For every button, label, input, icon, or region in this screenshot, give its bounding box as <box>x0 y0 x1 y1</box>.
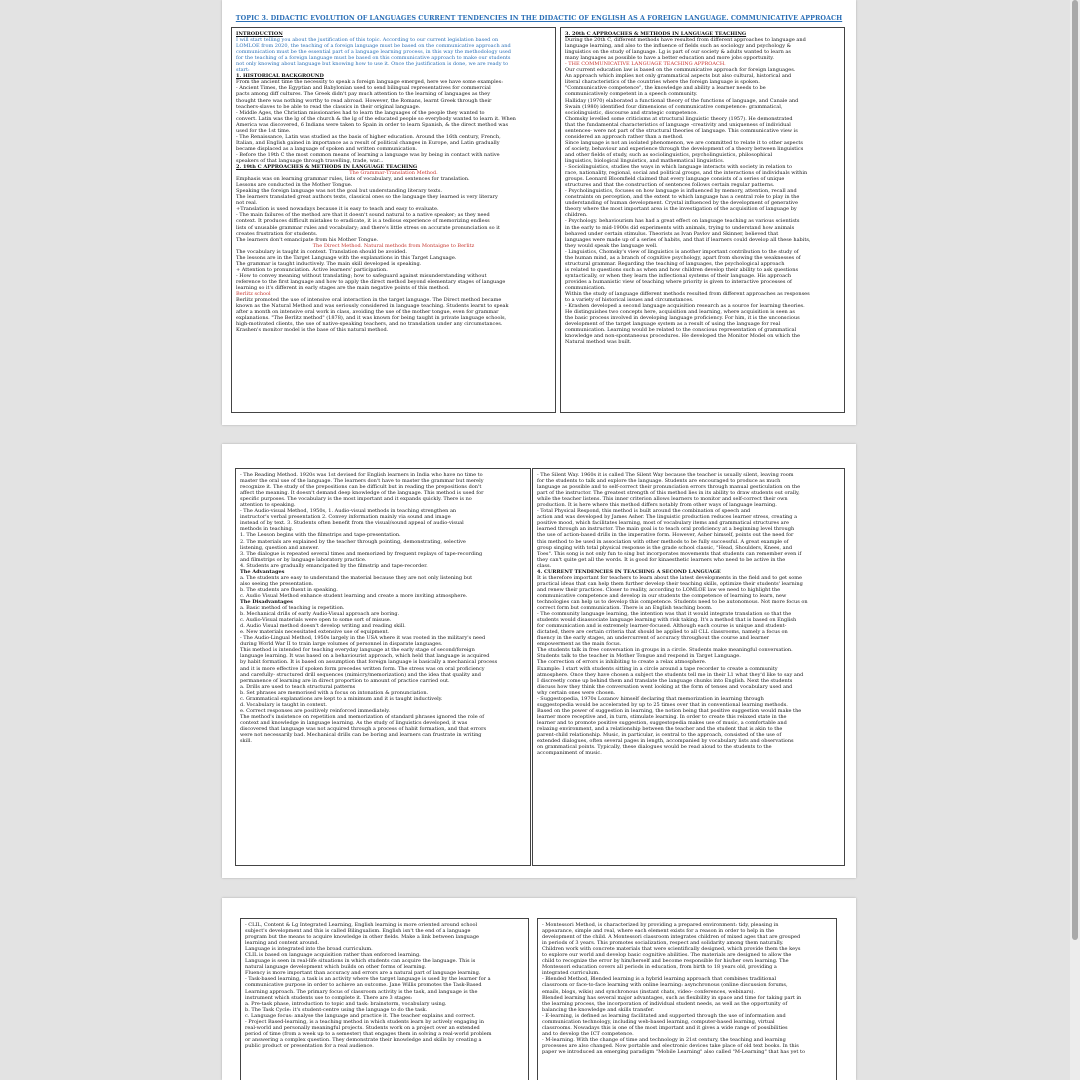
text-line: CLIL is based on language acquisition rather than enforced learning. <box>245 952 421 959</box>
text-line: Berlitz school <box>236 291 271 298</box>
text-line: part of the instructor. The greatest strength of this method lies in its ability to draw students out orally, <box>537 490 800 497</box>
text-line: 3. 20th C APPROACHES & METHODS IN LANGUAGE TEACHING <box>565 31 747 37</box>
text-line: + Attention to pronunciation. Active learners' participation. <box>236 266 388 273</box>
text-line: context. It produces difficult mistakes to eradicate, it is a tedious experience of memorizing endless <box>236 218 490 225</box>
text-line: He distinguishes two concepts here, acquisition and learning, where acquisition is seen as <box>565 309 795 316</box>
text-line: communication. <box>565 284 606 291</box>
text-line: Our current education law is based on the communicative approach for foreign languages. <box>565 67 796 74</box>
text-line: - Krashen developed a second language acquisition research as a source for learning theories. <box>565 303 805 310</box>
text-line: America was discovered, 6 Indians were taken to Spain in order to learn Spanish, & the direct method was <box>236 121 509 128</box>
text-line: I will start telling you about the justification of this topic. According to our current legislation based on <box>236 37 499 44</box>
text-line: communication must be the essential part of a language learning process, in this way the methodology used <box>236 49 511 56</box>
text-line: theory where the most important area is the investigation of the acquisition of language by <box>565 206 797 213</box>
text-line: production. It is here where this method differs notably from other ways of language learning. <box>537 502 777 509</box>
text-line: groups. Leonard Bloomfield claimed that every language consists of a series of unique <box>565 176 785 183</box>
text-line: The Direct Method. Natural methods from Montaigne to Berlitz <box>312 242 475 249</box>
text-line: Krashen's monitor model is the base of this natural method. <box>236 327 389 334</box>
text-line: speakers of that language through travelling, trade, war... <box>236 157 384 164</box>
text-line: language learning. It was based on a behaviourist approach, which held that language is acquired <box>240 653 490 660</box>
text-line: they would speak the language well. <box>565 242 658 249</box>
text-line: sentences- were not part of the structural theories of language. This communicative view is <box>565 127 798 134</box>
text-line: sociolinguistic, discourse and strategic competence. <box>565 109 698 116</box>
text-line: communicative competence and develop in our students the competence of learning to learn, new <box>537 592 787 599</box>
text-line: - Montessori Method, is characterized by providing a prepared environment: tidy, pleasing in <box>542 922 779 928</box>
text-line: during World War II to train large volumes of personnel in disparate languages. <box>240 641 443 648</box>
text-line: in periods of 3 years. This promotes socialization, respect and solidarity among them naturally. <box>542 940 784 947</box>
right-column <box>532 468 845 866</box>
text-line: This method is intended for teaching everyday language at the early stage of second/foreign <box>240 647 475 654</box>
text-line: extended dialogues, often several pages in length, accompanied by vocabulary lists and observations <box>537 738 794 745</box>
text-line: - The Audio-Lingual Method, 1950s largely in the USA where it was rooted in the military's need <box>240 635 486 642</box>
text-line: on grammatical points. Typically, these dialogues would be read aloud to the students to the <box>537 744 772 751</box>
text-line: - Blended Method, Blended learning is a hybrid learning approach that combines traditional <box>542 976 777 983</box>
text-line: During the 20th C, different methods have resulted from different approaches to language and <box>565 37 806 44</box>
text-line: Based on the power of suggestion in learning, the notion being that positive suggestion would make the <box>537 707 802 714</box>
text-line: class. <box>537 562 552 569</box>
text-line: public product or presentation for a real audience. <box>245 1042 374 1049</box>
text-line: c. Grammatical explanations are kept to a minimum and it is taught inductively. <box>240 695 443 702</box>
text-line: Fluency is more important than accuracy and errors are a natural part of language learning. <box>245 970 481 977</box>
text-line: classroom or face-to-face learning with online learning: asynchronous (online discussion forums, <box>542 982 788 989</box>
text-line: - Psycholinguistics, focuses on how language is influenced by memory, attention, recall and <box>565 188 797 195</box>
text-line: Language is integrated into the broad curriculum. <box>245 946 373 953</box>
text-line: - The Audio-visual Method, 1950s, 1. Audio-visual methods in teaching strengthen an <box>240 508 457 515</box>
text-line: methods in teaching. <box>240 526 294 533</box>
text-line: languages were made up of a series of habits, and that if learners could develop all these habits, <box>565 236 811 243</box>
text-line: The Disadvantages <box>240 598 293 605</box>
text-line: b. Mechanical drills of early Audio-Visual approach are boring. <box>240 611 400 618</box>
text-line: Toes". This song is not only fun to sing but incorporates movements that students can remember even if <box>537 550 802 557</box>
text-line: - Middle Ages, the Christian missionaries had to learn the languages of the people they wanted to <box>236 109 485 116</box>
text-line: atmosphere. Once they have chosen a subject the students tell me in their L1 what they'd like to say and <box>537 671 804 678</box>
text-line: emails, blogs, wikis) and synchronous (instant chats, video- conferences, webinars). <box>542 988 756 995</box>
text-line: constraints on perception, and the extent to which language has a central role to play in the <box>565 194 800 201</box>
text-line: of society, behaviour and experience through the development of a theory between linguistics <box>565 145 804 152</box>
text-line: suggestopedia would be accelerated by up to 25 times over that in conventional learning methods. <box>537 701 788 708</box>
document-page-3 <box>222 898 856 1080</box>
text-line: used for the 1st time. <box>236 127 291 134</box>
page-title: TOPIC 3. DIDACTIC EVOLUTION OF LANGUAGES CURRENT TENDENCIES IN THE DIDACTIC OF ENGLISH AS A FOREIGN LANGUAGE. COMMUNICATIVE APPROACH <box>235 14 843 22</box>
text-line: - E-learning, is defined as learning facilitated and supported through the use of information and <box>542 1012 786 1019</box>
text-line: language as possible and to self-correct their pronunciation errors through manual gesticulation on the <box>537 484 801 491</box>
text-line: and filmstrips or by language laboratory practice. <box>240 556 367 563</box>
text-line: action and was developed by James Asher. The linguistic production reduces learner stress, creating a <box>537 514 798 521</box>
text-line: while the teacher listens. This inner criterion allows learners to monitor and self-correct their own <box>537 496 788 503</box>
text-line: to a variety of historical issues and circumstances. <box>565 297 694 304</box>
text-line: paper we introduced an emerging paradigm "Mobile Learning" also called "M-Learning" that has yet to <box>542 1048 805 1055</box>
text-line: creates frustration for students. <box>236 230 318 237</box>
text-line: structures and that the construction of sentences follows certain regular patterns. <box>565 182 775 189</box>
text-line: pacts among diff cultures. The Greek didn't pay much attention to the learning of languages as they <box>236 91 491 98</box>
text-line: learning so it's different in early stages are the main negative points of this method. <box>236 284 450 291</box>
text-line: in the early to mid-1900s did experiments with animals, trying to understand how animals <box>565 224 795 231</box>
text-line: 2. 19th C APPROACHES & METHODS IN LANGUAGE TEACHING <box>236 164 418 171</box>
text-line: c. Audio Visual Method enhance student learning and create a more inviting atmosphere. <box>240 592 468 599</box>
text-line: also seeing the presentation. <box>240 580 314 587</box>
text-line: Halliday (1970) elaborated a functional theory of the functions of language, and Canale and <box>565 97 799 104</box>
text-line: Italian, and English gained in importance as a result of political changes in Europe, and Latin gradually <box>236 139 500 146</box>
text-line: many languages as possible to have a better education and more jobs opportunity. <box>565 55 774 62</box>
text-line: this method to be used in association with other methods to be fully successful. A great example of <box>537 538 789 545</box>
text-line: 3. The dialogue is repeated several times and memorized by frequent replays of tape-recording <box>240 550 483 557</box>
text-line: 1. The Lesson begins with the filmstrips and tape-presentation. <box>240 532 401 539</box>
text-line: group singing with total physical response is the grade school classic, "Head, Shoulders, Knees, and <box>537 544 793 551</box>
text-line: knowledge and non-spontaneous procedures. He developed the Monitor Model on which the <box>565 333 800 340</box>
text-line: Learning approach. The primary focus of classroom activity is the task, and language is the <box>245 988 478 995</box>
text-line: communicative purpose in order to achieve an outcome. Jane Willis promotes the Task-Based <box>245 982 482 989</box>
text-line: communication. Learning would be related to the conscious representation of grammatical <box>565 327 797 334</box>
text-line: program but the means to acquire knowledge in other fields. Make a link between language <box>245 934 480 941</box>
text-line: - How to convey meaning without translating; how to safeguard against misunderstanding without <box>236 272 487 279</box>
text-line: attention to speaking. <box>240 502 296 509</box>
text-line: specific purposes. The vocabulary is the most important and it expands quickly. There is no <box>240 496 472 503</box>
text-line: learning and content around. <box>245 940 320 947</box>
text-line: - Total Physical Respond, this method is built around the combination of speech and <box>537 508 751 515</box>
text-line: d. Audio Visual method doesn't develop writing and reading skill. <box>240 623 406 630</box>
text-line: b. Set phrases are memorised with a focus on intonation & pronunciation. <box>240 689 429 696</box>
text-line: - The main failures of the method are that it doesn't sound natural to a native speaker; as they need <box>236 212 490 219</box>
text-line: and it is more effective if spoken form precedes written form. The stress was on oral proficiency <box>240 665 485 672</box>
text-line: development of the child. A Montessori classroom integrates children of mixed ages that are grouped <box>542 934 801 941</box>
text-line: instrument which students use to complete it. There are 3 stages: <box>245 994 413 1001</box>
text-line: syntactically, or when they learn the inflectional systems of their language. His approach <box>565 272 792 279</box>
text-line: - M-learning. With the change of time and technology in 21st century, the teaching and learning <box>542 1036 786 1043</box>
text-line: listening, question and answer. <box>240 544 319 551</box>
text-line: communicatively competent in a speech community. <box>565 91 698 98</box>
text-line: students would disassociate language learning with risk taking. It's a method that is based on English <box>537 617 797 624</box>
text-line: convert. Latin was the lg of the church & the lg of the educated people so everybody wanted to learn it. When <box>236 115 516 122</box>
text-line: It is therefore important for teachers to learn about the latest developments in the field and to get some <box>537 574 802 581</box>
text-line: master the oral use of the language. The learners don't have to master the grammar but merely <box>240 478 484 485</box>
text-line: instead of by text. 3. Students often benefit from the visual/sound appeal of audio-visual <box>240 520 464 527</box>
text-line: why certain ones were chosen. <box>537 689 616 696</box>
text-line: - Sociolinguistics, studies the ways in which language interacts with society in relation to <box>565 164 793 171</box>
text-line: b. The Task Cycle: it's student-centre using the language to do the task. <box>245 1006 428 1013</box>
text-line: for the students to talk and explore the language. Students are encouraged to produce as much <box>537 478 781 485</box>
text-line: - Ancient Times, the Egyptian and Babylonian used to send bilingual representatives for commercial <box>236 85 491 92</box>
text-line: - CLIL, Content & Lg Integrated Learning, English learning is more oriented around school <box>245 922 478 928</box>
text-line: The method's insistence on repetition and memorization of standard phrases ignored the role of <box>240 713 485 720</box>
left-column <box>235 468 531 866</box>
text-line: correct form but communication. There is an English teaching boom. <box>537 605 713 612</box>
text-line: a. Drills are used to teach structural patterns <box>240 683 356 690</box>
text-line: they can't quite get all the words. It is good for kinaesthetic learners who need to be active in the <box>537 556 786 563</box>
text-line: d. Vocabulary is taught in context. <box>240 701 327 708</box>
text-line: structural grammar. Regarding the teaching of languages, the psychological approach <box>565 260 785 267</box>
left-column <box>240 918 529 1080</box>
text-line: Berlitz promoted the use of intensive oral interaction in the target language. The Direct method became <box>236 297 502 304</box>
text-line: by habit formation. It is based on assumption that foreign language is basically a mechanical process <box>240 659 498 666</box>
text-line: relaxing environment, and a relationship between the teacher and the student that is akin to the <box>537 725 783 732</box>
text-line: communication technology, including web-based learning, computer-based learning, virtual <box>542 1018 775 1025</box>
text-line: discovered that language was not acquired through a process of habit formation, and that errors <box>240 725 487 732</box>
document-page-1 <box>222 0 856 425</box>
text-line: for the teaching of a foreign language must be based on this communicative approach to make our students <box>236 55 511 62</box>
text-line: empowerment as the main focus. <box>537 641 622 648</box>
text-line: 4. CURRENT TENDENCIES IN TEACHING A SECOND LANGUAGE <box>537 568 721 575</box>
text-line: subject's development and this is called Bilingualism. English isn't the end of a language <box>245 928 471 935</box>
text-line: e. Correct responses are positively reinforced immediately. <box>240 707 390 714</box>
text-line: Language is seen in real-life situations in which students can acquire the language. This is <box>245 958 476 965</box>
text-line: I discreetly come up behind them and translate the language chunks into English. Next the students <box>537 677 793 684</box>
text-line: "Communicative competence", the knowledge and ability a learner needs to be <box>565 85 766 92</box>
text-line: - Psychology. behaviourism has had a great effect on language teaching as various scientists <box>565 218 800 225</box>
text-line: real-world and personally meaningful projects. Students work on a project over an extended <box>245 1024 480 1031</box>
text-line: Within the study of language different methods resulted from different approaches as responses <box>565 291 810 298</box>
text-line: Example: I start with students sitting in a circle around a tape recorder to create a community <box>537 665 778 672</box>
text-line: - The Silent Way. 1960s it is called The Silent Way because the teacher is usually silent, leaving room <box>537 472 794 478</box>
text-line: The correction of errors is inhibiting to create a relax atmosphere. <box>537 659 707 666</box>
text-line: recognize it. The study of the prepositions can be difficult but in reading the prepositions don't <box>240 484 482 491</box>
text-line: permanence of learning are in direct proportion to amount of practice carried out. <box>240 677 450 684</box>
text-line: a. The students are easy to understand the material because they are not only listening but <box>240 574 473 581</box>
text-line: +Translation is used nowadays because it is easy to teach and easy to evaluate. <box>236 206 439 213</box>
left-column <box>231 27 556 413</box>
text-line: and carefully- structured drill sequences (mimicry/memorization) and the idea that quality and <box>240 671 481 678</box>
text-line: An approach which implies not only grammatical aspects but also cultural, historical and <box>565 73 792 80</box>
text-line: 1. HISTORICAL BACKGROUND <box>236 73 324 80</box>
text-line: not real. <box>236 200 258 207</box>
text-line: child to recognize the error by him/herself and become responsible for his/her own learning. The <box>542 958 789 965</box>
text-line: practical ideas that can help them further develop their teaching skills, optimize their students' learning <box>537 580 803 587</box>
text-line: the use of action-based drills in the imperative form. However, Asher himself, points out the need for <box>537 532 794 539</box>
right-column <box>537 918 837 1080</box>
text-line: 2. The materials are explained by the teacher through pointing, demonstrating, selective <box>240 538 466 545</box>
text-line: literal characteristics of the countries where the foreign language is spoken. <box>565 79 760 86</box>
text-line: Children work with concrete materials that were scientifically designed, which provide them the keys <box>542 946 801 953</box>
text-line: Natural method was built. <box>565 339 632 346</box>
text-line: learner and to promote positive suggestion, suggestopedia makes use of music, a comfortable and <box>537 719 787 726</box>
text-line: development of the target language system as a result of using the language for real <box>565 321 781 328</box>
text-line: teachers-slaves to be able to read the classics in their original language. <box>236 103 421 110</box>
text-line: Emphasis was on learning grammar rules, lists of vocabulary, and sentences for translation. <box>236 176 470 183</box>
text-line: a. Pre-task phase, introduction to topic and task: brainstorm, vocabulary using. <box>245 1000 447 1007</box>
text-line: - Suggestopedia, 1970s Lozanov himself declaring that memorization in learning through <box>537 695 764 702</box>
text-line: Blended learning has several major advantages, such as flexibility in space and time for taking part in <box>542 994 802 1001</box>
vertical-scrollbar[interactable] <box>1070 0 1080 1080</box>
text-line: skill. <box>240 738 252 745</box>
text-line: accompaniment of music. <box>537 750 602 757</box>
text-line: Students talk to the teacher in Mother Tongue and respond in Target Language. <box>537 653 741 660</box>
text-line: parent-child relationship. Music, in particular, is central to the approach, consisted of the use of <box>537 732 782 739</box>
text-line: thought there was nothing worthy to read abroad. However, the Romans, learnt Greek through their <box>236 97 492 104</box>
text-line: The students talk in free conversation in groups in a circle. Students make meaningful conversation. <box>537 647 793 654</box>
text-line: Swain (1980) identified four dimensions of communicative competence: grammatical, <box>565 103 783 110</box>
text-line: discuss how they think the conversation went looking at the form of tenses and vocabulary used and <box>537 683 793 690</box>
text-line: the basic process involved in developing language proficiency. For him, it is the unconscious <box>565 315 800 322</box>
text-line: linguistics on the study of language. Lg is part of our society & adults wanted to learn as <box>565 49 791 56</box>
text-line: The lessons are in the Target Language with the explanations in this Target Language. <box>236 254 457 261</box>
text-line: classrooms. Nowadays this is one of the most important and it gives a wide range of possibilities <box>542 1024 788 1031</box>
text-line: period of time (from a week up to a semester) that engages them in solving a real-world problem <box>245 1030 492 1037</box>
text-line: for communication and is extremely learner-focused. Although each course is unique and student- <box>537 623 787 630</box>
scrollbar-thumb[interactable] <box>1072 0 1078 940</box>
document-page-2 <box>222 444 856 878</box>
text-line: and other fields of study, such as sociolinguistics, psycholinguistics, philosophical <box>565 151 773 158</box>
text-line: known as the Natural Method and was seriously considered in language teaching. Students learnt to speak <box>236 303 509 310</box>
text-line: e. New materials necessitated extensive use of equipment. <box>240 629 390 636</box>
text-line: b. The students are fluent in speaking. <box>240 586 338 593</box>
text-line: and to develop the ICT competence. <box>542 1030 634 1037</box>
text-line: - The Renaissance, Latin was studied as the basis of higher education. Around the 16th century, French, <box>236 133 501 140</box>
text-line: not only knowing about language but knowing how to use it. Once the justification is done, we are ready to <box>236 61 509 68</box>
text-line: balancing the knowledge and skills transfer. <box>542 1006 655 1013</box>
text-line: 4. Students are gradually emancipated by the filmstrip and tape-recorder. <box>240 562 428 569</box>
text-line: linguistics, biological linguistics, and mathematical linguistics. <box>565 157 725 164</box>
text-line: The Advantages <box>240 568 285 575</box>
text-line: children. <box>565 212 588 219</box>
text-line: LOMLOE from 2020, the teaching of a foreign language must be based on the communicative approach and <box>236 43 511 50</box>
text-line: INTRODUCTION <box>236 31 283 37</box>
text-line: context and knowledge in language learning. As the study of linguistics developed, it was <box>240 719 468 726</box>
text-line: c. Language focus: analyse the language and practice it. The teacher explains and correct. <box>245 1012 476 1019</box>
text-line: lists of unusable grammar rules and vocabulary; and there's little stress on accurate pronunciation so it <box>236 224 500 231</box>
text-line: became displaced as a language of spoken and written communication. <box>236 145 418 152</box>
text-line: is related to questions such as when and how children develop their ability to ask questions <box>565 266 799 273</box>
text-line: processes are also changed. Now portable and electronic devices take place of old text books. In this <box>542 1042 799 1049</box>
text-line: - Project Based-learning, is a teaching method in which students learn by actively engaging in <box>245 1018 484 1025</box>
text-line: race, nationality, regional, social and political groups, and the interactions of individuals within <box>565 170 808 177</box>
text-line: - The Reading Method. 1920s was 1st devised for English learners in India who have no time to <box>240 472 483 478</box>
text-line: learned through an instructor. The main goal is to teach oral proficiency at a beginning level through <box>537 526 795 533</box>
text-line: that the fundamental characteristics of language -creativity and uniqueness of individual <box>565 121 791 128</box>
text-line: explanations. "The Berlitz method" (1878), and it was known for being taught in private language schools, <box>236 315 507 322</box>
text-line: dictated, there are certain criteria that should be applied to all CLL classrooms, namely a focus on <box>537 629 788 636</box>
text-line: technologies can help us to develop this competence. Students need to be autonomous. Not more focus on <box>537 598 808 605</box>
text-line: Chomsky levelled some criticisms at structural linguistic theory (1957). He demonstrated <box>565 115 793 122</box>
text-line: - The community language learning, the intention was that it would integrate translation so that the <box>537 611 792 618</box>
text-line: fluency in the early stages, an undercurrent of accuracy throughout the course and learner <box>537 635 770 642</box>
text-line: start: <box>236 67 250 74</box>
text-line: integrated curriculum. <box>542 970 600 977</box>
text-line: understanding of human development. Crystal influenced by the development of generative <box>565 200 798 207</box>
text-line: Lessons are conducted in the Mother Tongue. <box>236 182 353 189</box>
text-line: The vocabulary is taught in context. Translation should be avoided. <box>236 248 407 255</box>
text-line: the learning process, the incorporation of individual student needs, as well as the opportunity of <box>542 1000 788 1007</box>
text-line: after a month on intensive oral work in class, avoiding the use of the mother tongue, even for grammar <box>236 309 499 316</box>
text-line: Since language is not an isolated phenomenon, we are committed to relate it to other aspects <box>565 139 803 146</box>
text-line: behaved under certain stimulus. Theorists as Ivan Pavlov and Skinner, believed that <box>565 230 779 237</box>
text-line: were not necessarily bad. Mechanical drills can be boring and learners can frustrate in writing <box>240 732 482 739</box>
text-line: c. Audio-Visual materials were open to some sort of misuse. <box>240 617 392 624</box>
text-line: natural language development which builds on other forms of learning. <box>245 964 427 971</box>
text-line: the human mind, as a branch of cognitive psychology, apart from showing the weaknesses of <box>565 254 801 261</box>
text-line: The learners translated great authors texts, classical ones so the language they learned is very literary <box>236 194 498 201</box>
text-line: appearance, simple and real, where each element exists for a reason in order to help in the <box>542 928 775 935</box>
text-line: The grammar is taught inductively. The main skill developed is speaking. <box>236 260 422 267</box>
text-line: affect the meaning. It doesn't demand deep knowledge of the language. This method is used for <box>240 490 484 497</box>
text-line: positive mood, which facilitates learning, most of vocabulary items and grammatical structures are <box>537 520 790 527</box>
text-line: high-motivated clients, the use of native-speaking teachers, and no translation under any circumstances. <box>236 321 503 328</box>
text-line: and renew their practices. Closer to reality, according to LOMLOE law we need to highlight the <box>537 586 781 593</box>
text-line: or answering a complex question. They demonstrate their knowledge and skills by creating a <box>245 1036 482 1043</box>
text-line: instructor's verbal presentation 2. Convey information mainly via sound and image <box>240 514 451 521</box>
text-line: Speaking the foreign language was not the goal but understanding literary texts. <box>236 188 443 195</box>
text-line: - THE COMMUNICATIVE LANGUAGE TEACHING APPROACH. <box>565 61 726 68</box>
text-line: to explore our world and develop basic cognitive abilities. The materials are designed to allow the <box>542 952 792 959</box>
text-line: a. Basic method of teaching is repetition. <box>240 605 345 612</box>
text-line: considered an approach rather than a method. <box>565 133 684 140</box>
text-line: - Task-based learning, a task is an activity where the target language is used by the learner for a <box>245 976 491 983</box>
text-line: Montessori education covers all periods in education, from birth to 18 years old, providing a <box>542 964 777 971</box>
text-line: language learning, and also to the influence of fields such as sociology and psychology & <box>565 43 792 50</box>
text-line: From the ancient time the necessity to speak a foreign language emerged, here we have some examples: <box>236 79 503 86</box>
text-line: learner more receptive and, in turn, stimulate learning. In order to create this relaxed state in the <box>537 713 787 720</box>
text-line: The learners don't emancipate from his Mother Tongue. <box>236 236 379 243</box>
text-line: - Before the 19th C the most common means of learning a language was by being in contact with native <box>236 151 500 158</box>
right-column <box>560 27 845 413</box>
text-line: reference to the first language and how to apply the direct method beyond elementary stages of language <box>236 278 506 285</box>
text-line: provides a humanistic view of teaching where priority is given to interactive processes of <box>565 278 792 285</box>
text-line: - Linguistics, Chomsky's view of linguistics is another important contribution to the study of <box>565 248 799 255</box>
text-line: The Grammar-Translation Method. <box>349 170 438 177</box>
